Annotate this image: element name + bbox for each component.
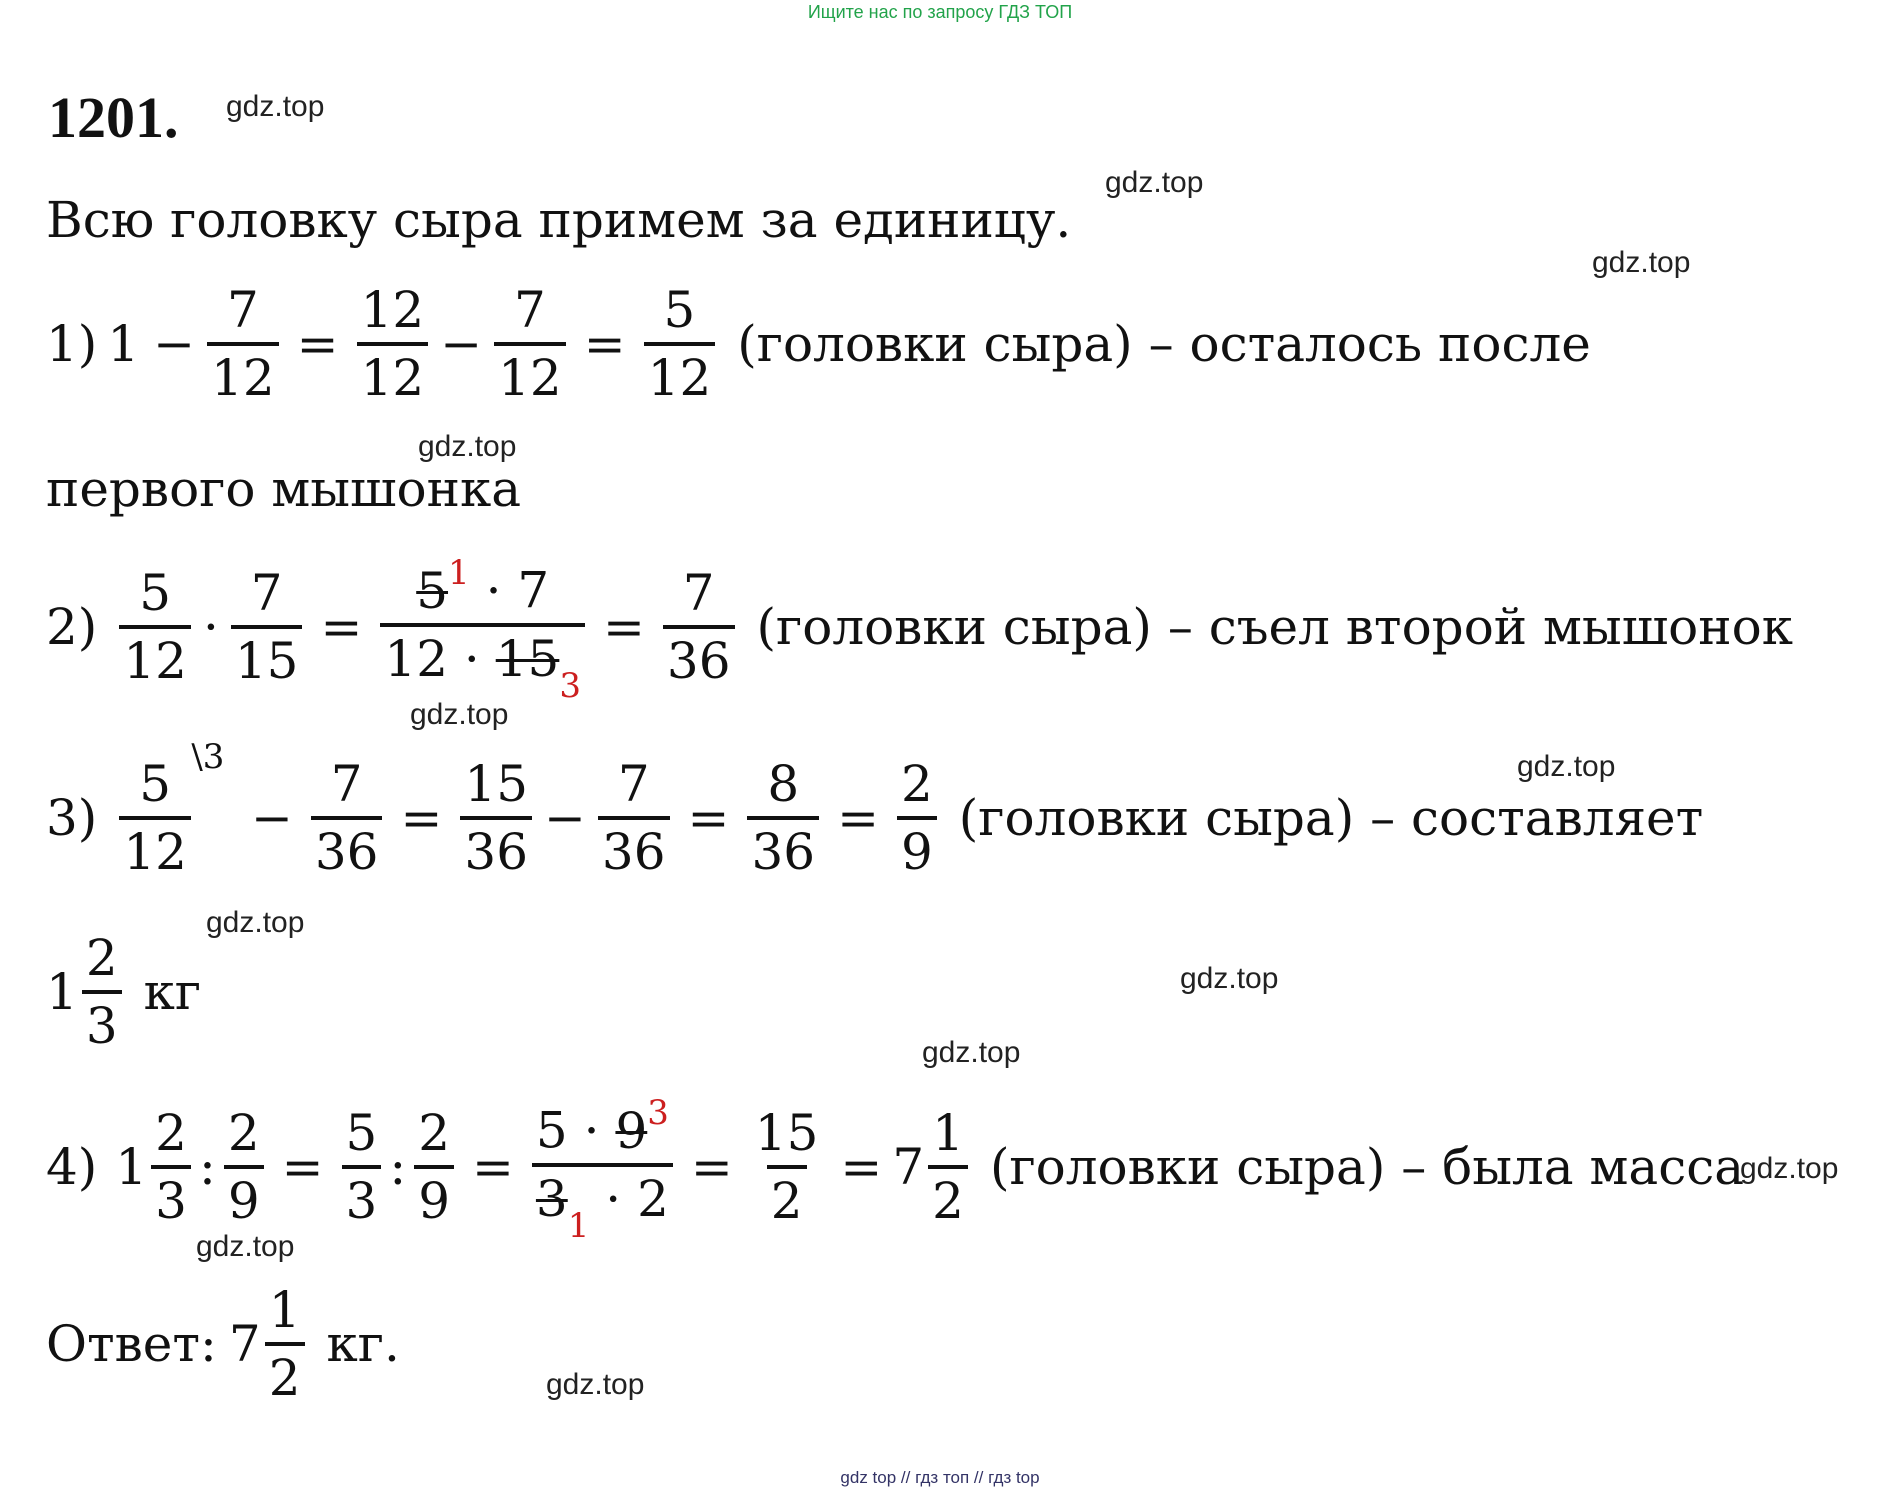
numerator: 15 [754, 1104, 819, 1163]
operator: · [202, 598, 219, 657]
struck-number: 9 [615, 1101, 648, 1160]
fraction [151, 1105, 191, 1229]
step-label: 3) [46, 789, 98, 847]
answer [46, 1282, 400, 1406]
fraction [751, 1105, 823, 1229]
numerator: 1 [932, 1104, 964, 1163]
denominator: 12 [494, 342, 566, 406]
denominator: 36 [663, 625, 735, 689]
numerator: 7 [330, 755, 363, 813]
denominator: 12 [644, 342, 716, 406]
watermark: gdz.top [546, 1368, 645, 1401]
watermark: gdz.top [226, 90, 325, 123]
numerator: 2 [227, 1104, 260, 1163]
step-text: (головки сыра) – съел второй мышонок [756, 598, 1793, 657]
reduced-value: 3 [647, 1093, 669, 1133]
factor: 12 · [384, 629, 480, 688]
footer: gdz top // гдз топ // гдз top [840, 1468, 1040, 1487]
unit: кг. [326, 1315, 400, 1373]
fraction [207, 282, 279, 406]
denominator: 3 [342, 1165, 382, 1229]
fraction [663, 565, 735, 689]
operator: − [544, 789, 586, 847]
fraction [119, 565, 191, 689]
factor: · 2 [605, 1169, 669, 1228]
operator: − [153, 315, 196, 373]
fraction [460, 756, 532, 880]
step-label: 4) [46, 1138, 98, 1197]
reduction-fraction [380, 553, 585, 706]
operator: = [472, 1138, 514, 1197]
step-1 [46, 282, 1591, 406]
mixed-number [229, 1282, 313, 1406]
mixed-number [46, 930, 130, 1054]
step-text: (головки сыра) – составляет [958, 789, 1704, 847]
intro-text: Всю головку сыра примем за единицу. [46, 191, 1072, 249]
denominator: 2 [928, 1165, 968, 1229]
operator: = [840, 1138, 883, 1197]
fraction [644, 282, 716, 406]
numerator: 7 [682, 564, 715, 623]
denominator: 12 [119, 625, 191, 689]
step-text: (головки сыра) – осталось после [737, 315, 1591, 373]
step-4 [46, 1093, 1745, 1246]
numerator: 5 [345, 1104, 378, 1163]
factor: · 7 [485, 561, 550, 620]
operator: = [320, 598, 363, 657]
whole-part: 7 [892, 1138, 925, 1197]
step-label: 2) [46, 598, 98, 657]
watermark: gdz.top [1740, 1152, 1839, 1185]
denominator: 12 [119, 816, 191, 880]
step-3 [46, 737, 1704, 881]
denominator: 15 [231, 625, 303, 689]
step-text: (головки сыра) – была масса [989, 1138, 1745, 1197]
mixed-number [115, 1105, 199, 1229]
denominator: 36 [598, 816, 670, 880]
numerator: 1 [268, 1281, 301, 1339]
watermark: gdz.top [1105, 166, 1204, 199]
operator: = [690, 1138, 733, 1197]
numerator: 2 [85, 929, 118, 987]
whole-part: 7 [228, 1315, 261, 1373]
fraction [231, 565, 303, 689]
operator: − [250, 789, 293, 847]
denominator: 3 [82, 990, 122, 1054]
operator: = [281, 1138, 324, 1197]
watermark: gdz.top [196, 1230, 295, 1263]
numerator: 5 [663, 281, 696, 339]
struck-number: 15 [495, 629, 560, 688]
factor: 5 · [535, 1101, 600, 1160]
fraction [928, 1105, 968, 1229]
denominator: 36 [311, 816, 383, 880]
reduction-fraction [532, 1093, 673, 1246]
numerator: 15 [464, 755, 529, 813]
watermark: gdz.top [410, 698, 509, 731]
step-3-continuation [46, 930, 201, 1054]
operator: = [687, 789, 730, 847]
operator: : [198, 1138, 216, 1197]
numerator: 7 [514, 281, 546, 339]
numerator: 7 [226, 281, 259, 339]
operator: = [837, 789, 879, 847]
numerator [532, 1093, 673, 1163]
numerator: 7 [617, 755, 650, 813]
fraction [119, 737, 225, 881]
unit: кг [143, 963, 202, 1021]
problem-number: 1201. [48, 85, 179, 150]
denominator: 12 [207, 342, 279, 406]
numerator: 5 [139, 564, 172, 623]
watermark: gdz.top [1592, 246, 1691, 279]
watermark: gdz.top [1517, 750, 1616, 783]
denominator: 36 [747, 816, 819, 880]
fraction [897, 756, 937, 880]
step-1-continuation: первого мышонка [46, 460, 522, 518]
reduced-value: 3 [559, 665, 581, 706]
fraction [224, 1105, 264, 1229]
numerator: 12 [360, 281, 425, 339]
fraction [598, 756, 670, 880]
whole-part: 1 [115, 1138, 148, 1197]
fraction [265, 1282, 305, 1406]
watermark: gdz.top [418, 430, 517, 463]
numerator: 5 [139, 755, 172, 813]
top-banner: Ищите нас по запросу ГДЗ ТОП [807, 2, 1073, 22]
reduced-value: 1 [448, 553, 470, 593]
numerator: 2 [418, 1104, 451, 1163]
numerator: 2 [155, 1104, 187, 1163]
step-label: 1) [46, 315, 98, 373]
denominator: 36 [460, 816, 532, 880]
whole-part: 1 [46, 963, 78, 1021]
fraction [82, 930, 122, 1054]
fraction [311, 756, 383, 880]
fraction [747, 756, 819, 880]
numerator: 7 [250, 564, 283, 623]
reduced-value: 1 [567, 1205, 590, 1246]
numerator: 2 [900, 755, 933, 813]
numerator [412, 553, 553, 623]
watermark: gdz.top [922, 1036, 1021, 1069]
watermark: gdz.top [1180, 962, 1279, 995]
fraction [414, 1105, 454, 1229]
operator: = [400, 789, 443, 847]
operator: = [602, 598, 645, 657]
operator: = [296, 315, 339, 373]
mixed-number [892, 1105, 976, 1229]
fraction [357, 282, 429, 406]
numerator: 8 [767, 755, 800, 813]
denominator: 9 [414, 1165, 454, 1229]
denominator: 2 [767, 1165, 807, 1229]
denominator [532, 1163, 673, 1246]
watermark: gdz.top [206, 906, 305, 939]
extension-factor: \3 [191, 737, 225, 777]
struck-number: 5 [416, 561, 449, 620]
denominator: 12 [357, 342, 429, 406]
step-2 [46, 553, 1793, 706]
denominator [380, 623, 585, 706]
fraction [342, 1105, 382, 1229]
operator: − [440, 315, 483, 373]
denominator: 9 [897, 816, 937, 880]
fraction [494, 282, 566, 406]
operator: = [583, 315, 626, 373]
operator: : [389, 1138, 407, 1197]
struck-number: 3 [535, 1169, 568, 1228]
answer-label: Ответ: [46, 1315, 217, 1373]
denominator: 3 [151, 1165, 191, 1229]
denominator: 9 [224, 1165, 264, 1229]
number: 1 [107, 315, 140, 373]
denominator: 2 [265, 1342, 305, 1406]
